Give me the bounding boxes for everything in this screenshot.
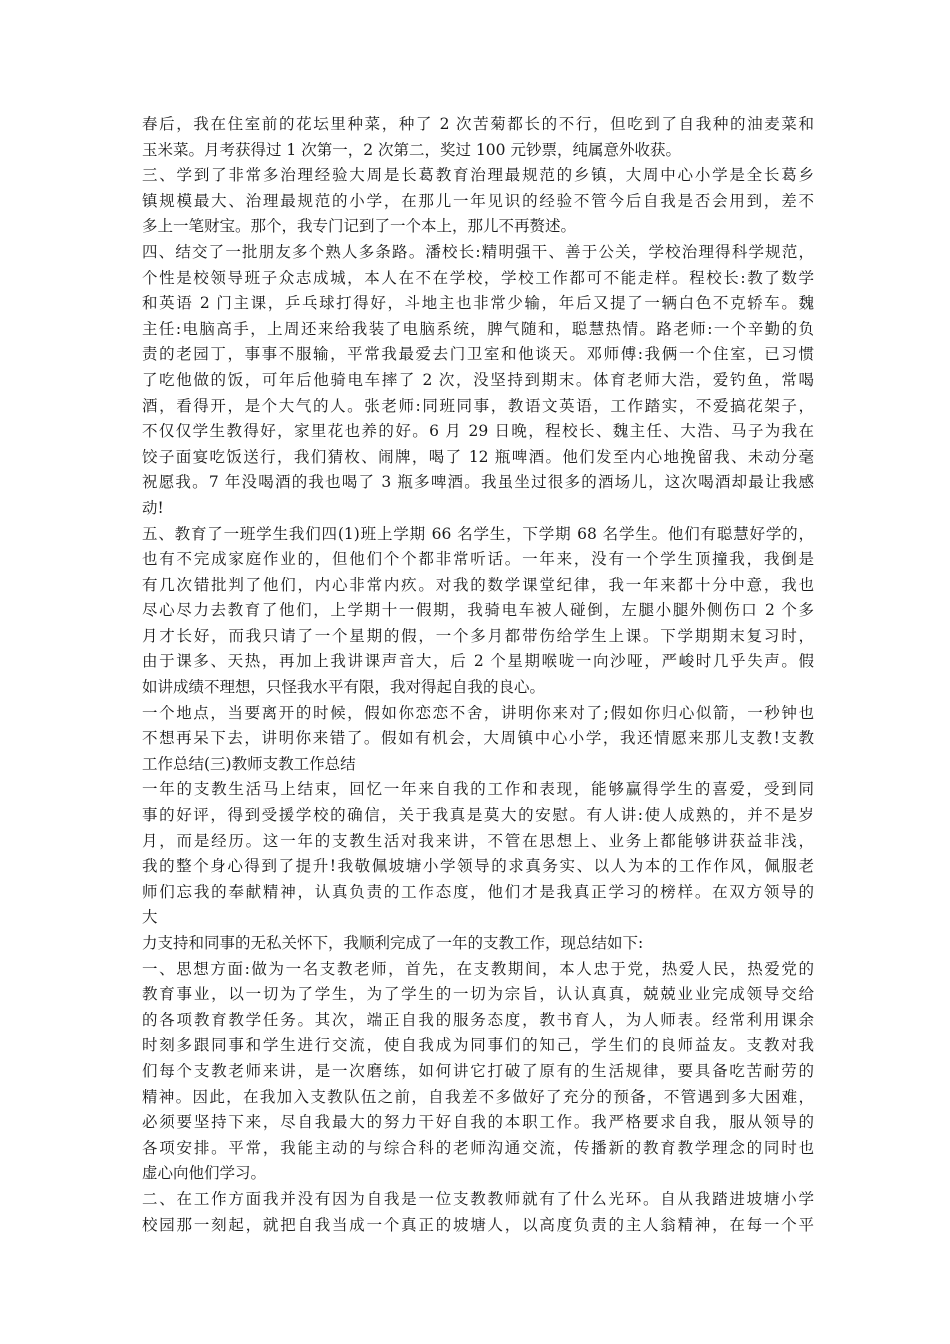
text-line: 三、学到了非常多治理经验大周是长葛教育治理最规范的乡镇，大周中心小学是全长葛乡 <box>142 166 814 185</box>
text-line: 镇规模最大、治理最规范的小学，在那儿一年见识的经验不管今后自我是否会用到，差不 <box>142 191 814 210</box>
text-line: 多上一笔财宝。那个，我专门记到了一个本上，那儿不再赘述。 <box>142 217 577 236</box>
text-line: 二、在工作方面我并没有因为自我是一位支教教师就有了什么光环。自从我踏进坡塘小学 <box>142 1189 814 1208</box>
text-line: 玉米菜。月考获得过 1 次第一，2 次第二，奖过 100 元钞票，纯属意外收获。 <box>142 140 681 159</box>
text-line: 校园那一刻起，就把自我当成一个真正的坡塘人，以高度负责的主人翁精神，在每一个平 <box>142 1215 814 1234</box>
text-line: 春后，我在住室前的花坛里种菜，种了 2 次苦菊都长的不行，但吃到了自我种的油麦菜和 <box>142 115 814 133</box>
text-line: 事的好评，得到受援学校的确信，关于我真是莫大的安慰。有人讲:使人成熟的，并不是岁 <box>142 806 814 825</box>
text-line: 不仅仅学生教得好，家里花也养的好。6 月 29 日晚，程校长、魏主任、大浩、马子为我在 <box>142 422 814 441</box>
text-line: 有几次错批判了他们，内心非常内疚。对我的数学课堂纪律，我一年来都十分中意，我也 <box>142 575 814 594</box>
text-line: 月，而是经历。这一年的支教生活对我来讲，不管在思想上、业务上都能够讲获益非浅， <box>142 831 814 850</box>
text-line: 的各项教育教学任务。其次，端正自我的服务态度，教书育人，为人师表。经常利用课余 <box>142 1010 814 1029</box>
document-body <box>142 112 814 1238</box>
text-line: 精神。因此，在我加入支教队伍之前，自我差不多做好了充分的预备，不管遇到多大困难， <box>142 1087 814 1106</box>
text-line: 不想再呆下去，讲明你来错了。假如有机会，大周镇中心小学，我还情愿来那儿支教!支教 <box>142 729 814 748</box>
text-line: 饺子面宴吃饭送行，我们猜枚、闹牌，喝了 12 瓶啤酒。他们发至内心地挽留我、未动分毫 <box>142 447 814 466</box>
text-line: 工作总结(三)教师支教工作总结 <box>142 754 356 773</box>
text-line: 五、教育了一班学生我们四(1)班上学期 66 名学生，下学期 68 名学生。他们有聪慧好学的， <box>142 524 814 543</box>
text-line: 责的老园丁，事事不服输，平常我最爱去门卫室和他谈天。邓师傅:我俩一个住室，已习惯 <box>142 345 814 364</box>
text-line: 酒，看得开，是个大气的人。张老师:同班同事，教语文英语，工作踏实，不爱搞花架子， <box>142 396 814 415</box>
text-line: 动! <box>142 498 164 517</box>
text-line: 主任:电脑高手，上周还来给我装了电脑系统，脾气随和，聪慧热情。路老师:一个辛勤的负 <box>142 319 814 338</box>
text-line: 四、结交了一批朋友多个熟人多条路。潘校长:精明强干、善于公关，学校治理得科学规范， <box>142 242 814 261</box>
text-line: 时刻多跟同事和学生进行交流，使自我成为同事们的知己，学生们的良师益友。支教对我 <box>142 1036 814 1055</box>
text-line: 和英语 2 门主课，乒乓球打得好，斗地主也非常少输，年后又提了一辆白色不克轿车。魏 <box>142 294 814 313</box>
text-line: 各项安排。平常，我能主动的与综合科的老师沟通交流，传播新的教育教学理念的同时也 <box>142 1138 814 1157</box>
text-line: 一年的支教生活马上结束，回忆一年来自我的工作和表现，能够赢得学生的喜爱，受到同 <box>142 780 814 799</box>
text-line: 由于课多、天热，再加上我讲课声音大，后 2 个星期喉咙一向沙哑，严峻时几乎失声。假 <box>142 652 814 671</box>
text-line: 也有不完成家庭作业的，但他们个个都非常听话。一年来，没有一个学生顶撞我，我倒是 <box>142 550 814 569</box>
text-line: 尽心尽力去教育了他们，上学期十一假期，我骑电车被人碰倒，左腿小腿外侧伤口 2 个多 <box>142 601 814 620</box>
text-line: 如讲成绩不理想，只怪我水平有限，我对得起自我的良心。 <box>142 678 546 697</box>
text-line: 了吃他做的饭，可年后他骑电车摔了 2 次，没坚持到期末。体育老师大浩，爱钓鱼，常喝 <box>142 370 814 389</box>
text-line: 一、思想方面:做为一名支教老师，首先，在支教期间，本人忠于党，热爱人民，热爱党的 <box>142 959 814 978</box>
text-line: 师们忘我的奉献精神，认真负责的工作态度，他们才是我真正学习的榜样。在双方领导的 <box>142 882 814 901</box>
text-line: 力支持和同事的无私关怀下，我顺利完成了一年的支教工作，现总结如下: <box>142 934 644 952</box>
text-line: 一个地点，当要离开的时候，假如你恋恋不舍，讲明你来对了;假如你归心似箭，一秒钟也 <box>142 703 814 722</box>
text-line: 们每个支教老师来讲，是一次磨练，如何讲它打破了原有的生活规律，要具备吃苦耐劳的 <box>142 1061 814 1080</box>
text-line: 月才长好，而我只请了一个星期的假，一个多月都带伤给学生上课。下学期期末复习时， <box>142 626 814 645</box>
text-line: 必须要坚持下来，尽自我最大的努力干好自我的本职工作。我严格要求自我，服从领导的 <box>142 1113 814 1132</box>
text-line: 大 <box>142 908 158 927</box>
text-line: 教育事业，以一切为了学生，为了学生的一切为宗旨，认认真真，兢兢业业完成领导交给 <box>142 985 814 1004</box>
text-line: 虚心向他们学习。 <box>142 1164 267 1183</box>
text-line: 个性是校领导班子众志成城，本人在不在学校，学校工作都可不能走样。程校长:教了数学 <box>142 268 814 287</box>
text-line: 我的整个身心得到了提升!我敬佩坡塘小学领导的求真务实、以人为本的工作作风，佩服老 <box>142 857 814 876</box>
text-line: 祝愿我。7 年没喝酒的我也喝了 3 瓶多啤酒。我虽坐过很多的酒场儿，这次喝酒却最让我感 <box>142 473 814 492</box>
